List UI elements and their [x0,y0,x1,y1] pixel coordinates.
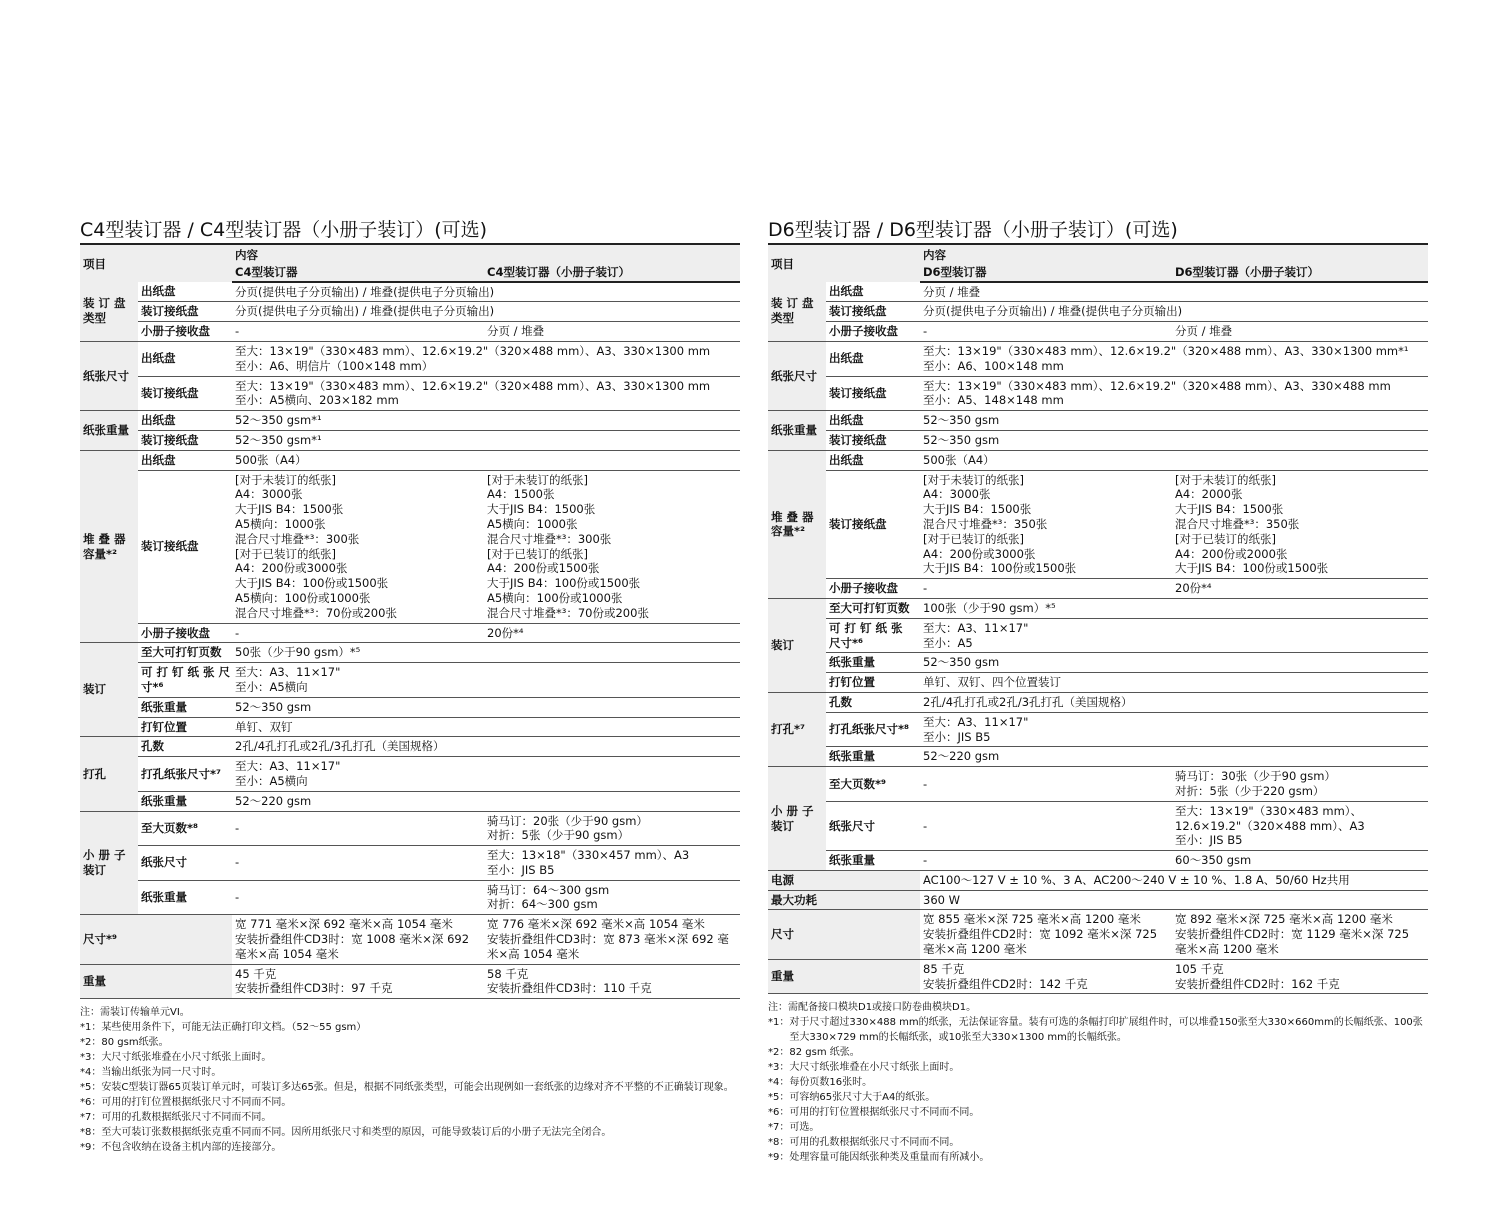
value-col1: - [920,767,1172,802]
sub-label: 出纸盘 [138,341,232,376]
value-cell: 52～220 gsm [232,791,740,811]
sub-label: 纸张尺寸 [826,801,920,850]
footnote-text: 可用的打钉位置根据纸张尺寸不同而不同。 [789,1107,980,1119]
value-col1: - [920,322,1172,342]
table-row [768,450,1428,470]
group-label: 纸张重量 [80,411,138,451]
group-label: 尺寸 [768,910,920,959]
footnote [80,1125,740,1140]
value-col1: - [920,851,1172,871]
sub-label: 纸张重量 [826,653,920,673]
footnote [768,1090,1428,1105]
group-label: 装订 [768,598,826,692]
footnote-marker: *4： [80,1067,102,1079]
footnote [768,1135,1428,1150]
value-cell: AC100～127 V ± 10 %、3 A、AC200～240 V ± 10 %、1.8 A、50/60 Hz共用 [920,870,1428,890]
value-col1: [对于未装订的纸张] A4：3000张 大于JIS B4：1500张 A5横向：1000张 混合尺寸堆叠*³：300张 [对于已装订的纸张] A4：200份或3000张 大于JIS B4：100份或1500张 A5横向：100份或1000张 混合尺寸堆叠*³：70份或200张 [232,470,484,623]
group-label: 重量 [768,959,920,994]
footnote [80,1035,740,1050]
footnote-text: 可用的孔数根据纸张尺寸不同而不同。 [101,1112,272,1124]
table-row [80,757,740,792]
footnote-marker: *6： [80,1097,102,1109]
footnote-marker: *4： [768,1077,790,1089]
table-row [80,663,740,698]
table-row [768,870,1428,890]
table-row [768,851,1428,871]
sub-label: 装订接纸盘 [826,376,920,411]
value-cell: 52～350 gsm [232,697,740,717]
value-cell: 至大：A3、11×17" 至小：A5横向 [232,663,740,698]
value-cell: 至大：13×19"（330×483 mm）、12.6×19.2"（320×488 mm）、A3、330×1300 mm 至小：A5横向、203×182 mm [232,376,740,411]
footnote-marker: *3： [768,1062,790,1074]
value-cell: 2孔/4孔打孔或2孔/3孔打孔（美国规格） [920,692,1428,712]
right-spec-table [768,245,1428,994]
group-label: 装 订 盘 类型 [80,282,138,342]
value-col2: [对于未装订的纸张] A4：1500张 大于JIS B4：1500张 A5横向：1000张 混合尺寸堆叠*³：300张 [对于已装订的纸张] A4：200份或1500张 大于JIS B4：100份或1500张 A5横向：100份或1000张 混合尺寸堆叠*³：70份或200张 [484,470,740,623]
sub-label: 装订接纸盘 [138,430,232,450]
value-col2: 骑马订：20张（少于90 gsm） 对折：5张（少于90 gsm） [484,811,740,846]
header-col2: C4型装订器（小册子装订） [484,264,740,282]
table-row [80,411,740,431]
value-col1: - [232,322,484,342]
value-col2: 至大：13×18"（330×457 mm）、A3 至小：JIS B5 [484,846,740,881]
footnote [768,1015,1428,1045]
value-col2: 分页 / 堆叠 [484,322,740,342]
value-col1: - [920,801,1172,850]
sub-label: 纸张重量 [826,747,920,767]
table-row [768,692,1428,712]
value-col2: 58 千克 安装折叠组件CD3时：110 千克 [484,964,740,999]
footnote-marker: *2： [80,1037,102,1049]
table-row [80,302,740,322]
table-row [80,964,740,999]
footnote-marker: *6： [768,1107,790,1119]
left-footnotes [80,1005,740,1155]
header-col1: C4型装订器 [232,264,484,282]
footnote-marker: *7： [80,1112,102,1124]
value-col2: [对于未装订的纸张] A4：2000张 大于JIS B4：1500张 混合尺寸堆叠*³：350张 [对于已装订的纸张] A4：200份或2000张 大于JIS B4：100份或1500张 [1172,470,1428,579]
right-footnotes [768,1000,1428,1165]
footnote [768,1075,1428,1090]
group-label: 纸张尺寸 [768,341,826,410]
footnote-text: 大尺寸纸张堆叠在小尺寸纸张上面时。 [101,1052,272,1064]
sub-label: 打钉位置 [138,717,232,737]
sub-label: 出纸盘 [138,450,232,470]
value-cell: 至大：A3、11×17" 至小：A5 [920,618,1428,653]
value-cell: 至大：13×19"（330×483 mm）、12.6×19.2"（320×488 mm）、A3、330×1300 mm 至小：A6、明信片（100×148 mm） [232,341,740,376]
table-row [768,767,1428,802]
group-label: 纸张尺寸 [80,341,138,410]
sub-label: 出纸盘 [826,450,920,470]
value-cell: 分页(提供电子分页输出) / 堆叠(提供电子分页输出) [232,302,740,322]
value-cell: 分页 / 堆叠 [920,282,1428,302]
value-col2: 骑马订：64～300 gsm 对折：64～300 gsm [484,880,740,915]
footnote-marker: *9： [768,1152,790,1164]
footnote [768,1120,1428,1135]
value-col2: 至大：13×19"（330×483 mm）、 12.6×19.2"（320×488 mm）、A3 至小：JIS B5 [1172,801,1428,850]
footnote-marker: *2： [768,1047,790,1059]
footnote [80,1020,740,1035]
sub-label: 纸张重量 [138,791,232,811]
left-panel-title: C4型装订器 / C4型装订器（小册子装订）(可选) [80,218,740,245]
group-label: 打孔*⁷ [768,692,826,766]
footnote-marker: 注： [768,1002,788,1014]
table-row [80,376,740,411]
footnote-marker: *9： [80,1142,102,1154]
footnote-text: 可选。 [789,1122,820,1134]
value-col2: 105 千克 安装折叠组件CD2时：162 千克 [1172,959,1428,994]
value-col1: 85 千克 安装折叠组件CD2时：142 千克 [920,959,1172,994]
footnote-marker: *1： [80,1022,102,1034]
header-col2: D6型装订器（小册子装订） [1172,264,1428,282]
footnote [80,1110,740,1125]
group-label: 装订 [80,643,138,737]
value-cell: 500张（A4） [920,450,1428,470]
sub-label: 出纸盘 [826,411,920,431]
value-cell: 52～350 gsm [920,653,1428,673]
value-cell: 52～350 gsm*¹ [232,430,740,450]
sub-label: 可 打 钉 纸 张 尺寸*⁶ [826,618,920,653]
value-cell: 至大：A3、11×17" 至小：A5横向 [232,757,740,792]
footnote [768,1105,1428,1120]
footnote-text: 可容纳65张尺寸大于A4的纸张。 [789,1092,936,1104]
sub-label: 纸张重量 [826,851,920,871]
group-label: 纸张重量 [768,411,826,451]
value-cell: 52～350 gsm [920,430,1428,450]
group-label: 打孔 [80,737,138,811]
value-cell: 52～220 gsm [920,747,1428,767]
header-content: 内容 [920,245,1428,264]
value-col1: - [232,623,484,643]
footnote-marker: *5： [768,1092,790,1104]
table-row [768,470,1428,579]
table-row [768,322,1428,342]
value-col2: 宽 776 毫米×深 692 毫米×高 1054 毫米 安装折叠组件CD3时：宽 873 毫米×深 692 毫 米×高 1054 毫米 [484,915,740,964]
sub-label: 装订接纸盘 [138,302,232,322]
footnote [80,1140,740,1155]
footnote [80,1065,740,1080]
group-label: 装 订 盘 类型 [768,282,826,342]
table-row [768,653,1428,673]
sub-label: 小册子接收盘 [138,322,232,342]
table-row [768,618,1428,653]
value-col2: 20份*⁴ [1172,579,1428,599]
value-col1: - [232,811,484,846]
footnote [768,1045,1428,1060]
sub-label: 打孔纸张尺寸*⁸ [826,712,920,747]
group-label: 重量 [80,964,232,999]
value-cell: 分页(提供电子分页输出) / 堆叠(提供电子分页输出) [920,302,1428,322]
group-label: 电源 [768,870,920,890]
footnote-text: 每份页数16张时。 [789,1077,873,1089]
table-row [80,341,740,376]
table-row [80,915,740,964]
value-cell: 单钉、双钉 [232,717,740,737]
footnote-text: 某些使用条件下，可能无法正确打印文档。（52～55 gsm） [101,1022,367,1034]
value-cell: 500张（A4） [232,450,740,470]
footnote-text: 可用的孔数根据纸张尺寸不同而不同。 [789,1137,960,1149]
sub-label: 出纸盘 [138,411,232,431]
table-row [768,302,1428,322]
table-row [768,890,1428,910]
table-row [768,673,1428,693]
sub-label: 装订接纸盘 [138,376,232,411]
sub-label: 纸张重量 [138,880,232,915]
footnote-text: 需装订传输单元VI。 [100,1007,190,1019]
footnote-marker: *5： [80,1082,102,1094]
sub-label: 小册子接收盘 [826,322,920,342]
sub-label: 打钉位置 [826,673,920,693]
group-label: 堆 叠 器 容量*² [768,450,826,598]
sub-label: 装订接纸盘 [826,302,920,322]
sub-label: 装订接纸盘 [826,470,920,579]
header-item: 项目 [80,245,232,282]
sub-label: 小册子接收盘 [138,623,232,643]
footnote [80,1080,740,1095]
footnote-text: 当输出纸张为同一尺寸时。 [101,1067,222,1079]
table-row [768,910,1428,959]
value-cell: 2孔/4孔打孔或2孔/3孔打孔（美国规格） [232,737,740,757]
value-col2: 骑马订：30张（少于90 gsm） 对折：5张（少于220 gsm） [1172,767,1428,802]
footnote-text: 可用的打钉位置根据纸张尺寸不同而不同。 [101,1097,292,1109]
table-row [768,430,1428,450]
sub-label: 装订接纸盘 [138,470,232,623]
header-item: 项目 [768,245,920,282]
value-col1: - [232,846,484,881]
value-cell: 单钉、双钉、四个位置装订 [920,673,1428,693]
group-label: 堆 叠 器 容量*² [80,450,138,643]
value-cell: 360 W [920,890,1428,910]
value-cell: 100张（少于90 gsm）*⁵ [920,598,1428,618]
footnote-text: 82 gsm 纸张。 [789,1047,860,1059]
table-row [768,598,1428,618]
table-row [80,470,740,623]
table-row [80,282,740,302]
footnote [768,1000,1428,1015]
value-cell: 至大：13×19"（330×483 mm）、12.6×19.2"（320×488 mm）、A3、330×488 mm 至小：A5、148×148 mm [920,376,1428,411]
table-row [80,737,740,757]
footnote-text: 对于尺寸超过330×488 mm的纸张，无法保证容量。装有可选的条幅打印扩展组件时，可以堆叠150张至大330×660mm的长幅纸张、100张至大330×729 mm的长幅纸张，或10张至大330×1300 mm的长幅纸张。 [789,1017,1423,1044]
footnote [768,1150,1428,1165]
sub-label: 至大可打钉页数 [138,643,232,663]
sub-label: 纸张尺寸 [138,846,232,881]
value-col1: - [232,880,484,915]
footnote [80,1005,740,1020]
table-row [80,697,740,717]
footnote-marker: *3： [80,1052,102,1064]
table-row [768,341,1428,376]
footnote-text: 安装C型装订器65页装订单元时，可装订多达65张。但是，根据不同纸张类型，可能会出现例如一套纸张的边缘对齐不平整的不正确装订现象。 [101,1082,734,1094]
sub-label: 孔数 [138,737,232,757]
value-cell: 52～350 gsm*¹ [232,411,740,431]
group-label: 最大功耗 [768,890,920,910]
sub-label: 装订接纸盘 [826,430,920,450]
value-cell: 分页(提供电子分页输出) / 堆叠(提供电子分页输出) [232,282,740,302]
sub-label: 至大页数*⁸ [138,811,232,846]
sub-label: 纸张重量 [138,697,232,717]
table-row [80,322,740,342]
sub-label: 出纸盘 [826,282,920,302]
value-col1: 45 千克 安装折叠组件CD3时：97 千克 [232,964,484,999]
value-col2: 宽 892 毫米×深 725 毫米×高 1200 毫米 安装折叠组件CD2时：宽 1129 毫米×深 725 毫米×高 1200 毫米 [1172,910,1428,959]
footnote-text: 大尺寸纸张堆叠在小尺寸纸张上面时。 [789,1062,960,1074]
footnote [80,1050,740,1065]
right-panel-title: D6型装订器 / D6型装订器（小册子装订）(可选) [768,218,1428,245]
table-row [80,450,740,470]
footnote-marker: *8： [80,1127,102,1139]
table-row [768,411,1428,431]
group-label: 尺寸*⁹ [80,915,232,964]
value-cell: 至大：13×19"（330×483 mm）、12.6×19.2"（320×488 mm）、A3、330×1300 mm*¹ 至小：A6、100×148 mm [920,341,1428,376]
left-spec-body [80,245,740,999]
table-row [768,579,1428,599]
value-cell: 至大：A3、11×17" 至小：JIS B5 [920,712,1428,747]
table-row [80,811,740,846]
table-row [768,747,1428,767]
footnote-marker: 注： [80,1007,100,1019]
right-spec-panel [768,218,1428,1165]
footnote-text: 处理容量可能因纸张种类及重量而有所减小。 [789,1152,990,1164]
footnote-marker: *1： [768,1017,790,1029]
footnote-text: 80 gsm纸张。 [101,1037,169,1049]
sub-label: 孔数 [826,692,920,712]
value-col2: 20份*⁴ [484,623,740,643]
sub-label: 出纸盘 [138,282,232,302]
table-header-row [80,245,740,264]
table-row [80,846,740,881]
value-col2: 60～350 gsm [1172,851,1428,871]
table-header-row [768,245,1428,264]
value-cell: 52～350 gsm [920,411,1428,431]
left-spec-panel [80,218,740,1155]
sub-label: 出纸盘 [826,341,920,376]
table-row [80,430,740,450]
group-label: 小 册 子 装订 [80,811,138,915]
value-col1: 宽 771 毫米×深 692 毫米×高 1054 毫米 安装折叠组件CD3时：宽 1008 毫米×深 692 毫米×高 1054 毫米 [232,915,484,964]
value-col1: [对于未装订的纸张] A4：3000张 大于JIS B4：1500张 混合尺寸堆叠*³：350张 [对于已装订的纸张] A4：200份或3000张 大于JIS B4：100份或1500张 [920,470,1172,579]
footnote-text: 需配备接口模块D1或接口防卷曲模块D1。 [788,1002,977,1014]
table-row [768,801,1428,850]
group-label: 小 册 子 装订 [768,767,826,871]
footnote-marker: *7： [768,1122,790,1134]
table-row [768,376,1428,411]
value-cell: 50张（少于90 gsm）*⁵ [232,643,740,663]
sub-label: 小册子接收盘 [826,579,920,599]
header-content: 内容 [232,245,740,264]
footnote [80,1095,740,1110]
table-row [80,880,740,915]
value-col1: 宽 855 毫米×深 725 毫米×高 1200 毫米 安装折叠组件CD2时：宽 1092 毫米×深 725 毫米×高 1200 毫米 [920,910,1172,959]
footnote-text: 至大可装订张数根据纸张克重不同而不同。因所用纸张尺寸和类型的原因，可能导致装订后的小册子无法完全闭合。 [101,1127,612,1139]
table-row [768,959,1428,994]
left-spec-table [80,245,740,999]
value-col1: - [920,579,1172,599]
footnote-marker: *8： [768,1137,790,1149]
value-col2: 分页 / 堆叠 [1172,322,1428,342]
footnote-text: 不包含收纳在设备主机内部的连接部分。 [101,1142,282,1154]
sub-label: 可 打 钉 纸 张 尺 寸*⁶ [138,663,232,698]
table-row [80,643,740,663]
sub-label: 打孔纸张尺寸*⁷ [138,757,232,792]
table-row [80,791,740,811]
table-row [768,712,1428,747]
table-row [80,623,740,643]
header-col1: D6型装订器 [920,264,1172,282]
table-row [80,717,740,737]
footnote [768,1060,1428,1075]
sub-label: 至大可打钉页数 [826,598,920,618]
right-spec-body [768,245,1428,994]
sub-label: 至大页数*⁹ [826,767,920,802]
table-row [768,282,1428,302]
